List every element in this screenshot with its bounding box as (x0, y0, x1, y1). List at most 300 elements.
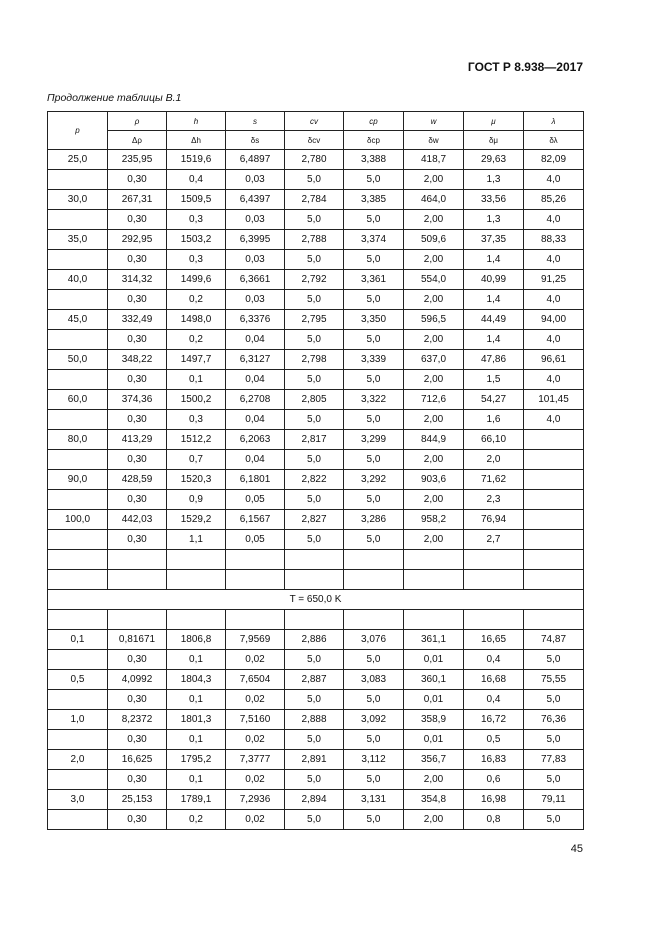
value-cell: 442,03 (108, 510, 167, 530)
uncertainty-cell: 5,0 (344, 290, 404, 310)
uncertainty-cell: 5,0 (344, 210, 404, 230)
value-cell: 16,72 (464, 710, 524, 730)
header-symbol: λ (524, 112, 584, 131)
value-cell: 361,1 (404, 630, 464, 650)
value-row (48, 790, 584, 810)
uncertainty-cell: 0,01 (404, 730, 464, 750)
uncertainty-cell: 1,1 (167, 530, 226, 550)
uncertainty-row (48, 690, 584, 710)
value-cell: 428,59 (108, 470, 167, 490)
pressure-cell: 60,0 (48, 390, 108, 410)
value-cell: 76,36 (524, 710, 584, 730)
empty-cell (48, 170, 108, 190)
uncertainty-cell: 1,5 (464, 370, 524, 390)
uncertainty-cell: 5,0 (344, 690, 404, 710)
uncertainty-cell: 0,1 (167, 690, 226, 710)
value-cell: 348,22 (108, 350, 167, 370)
value-cell: 1509,5 (167, 190, 226, 210)
header-p: p (48, 112, 108, 150)
uncertainty-cell: 0,30 (108, 770, 167, 790)
value-cell: 2,798 (285, 350, 344, 370)
empty-cell (524, 550, 584, 570)
uncertainty-row (48, 370, 584, 390)
value-cell: 267,31 (108, 190, 167, 210)
uncertainty-cell: 5,0 (285, 370, 344, 390)
header-row (48, 131, 584, 150)
empty-cell (285, 610, 344, 630)
uncertainty-cell: 1,3 (464, 210, 524, 230)
value-cell: 314,32 (108, 270, 167, 290)
uncertainty-row (48, 730, 584, 750)
value-cell: 6,3127 (226, 350, 285, 370)
value-cell: 75,55 (524, 670, 584, 690)
empty-cell (108, 550, 167, 570)
header-uncertainty: δs (226, 131, 285, 150)
value-cell: 85,26 (524, 190, 584, 210)
uncertainty-cell: 5,0 (524, 730, 584, 750)
value-cell: 7,9569 (226, 630, 285, 650)
uncertainty-cell: 5,0 (285, 210, 344, 230)
uncertainty-cell: 0,1 (167, 730, 226, 750)
value-cell: 16,98 (464, 790, 524, 810)
uncertainty-cell: 5,0 (344, 770, 404, 790)
value-cell: 3,299 (344, 430, 404, 450)
value-cell: 7,5160 (226, 710, 285, 730)
pressure-cell: 2,0 (48, 750, 108, 770)
value-cell: 2,894 (285, 790, 344, 810)
uncertainty-cell: 0,01 (404, 650, 464, 670)
value-cell: 6,2708 (226, 390, 285, 410)
uncertainty-cell: 2,00 (404, 490, 464, 510)
uncertainty-cell: 5,0 (344, 450, 404, 470)
uncertainty-cell: 1,4 (464, 290, 524, 310)
uncertainty-cell: 2,00 (404, 290, 464, 310)
pressure-cell: 35,0 (48, 230, 108, 250)
value-cell: 2,805 (285, 390, 344, 410)
value-cell: 1529,2 (167, 510, 226, 530)
uncertainty-cell: 0,04 (226, 330, 285, 350)
value-cell: 6,3376 (226, 310, 285, 330)
uncertainty-cell: 0,6 (464, 770, 524, 790)
value-cell: 16,625 (108, 750, 167, 770)
value-cell: 54,27 (464, 390, 524, 410)
empty-cell (48, 810, 108, 830)
uncertainty-cell: 5,0 (285, 690, 344, 710)
value-cell: 33,56 (464, 190, 524, 210)
uncertainty-cell: 0,2 (167, 810, 226, 830)
empty-cell (404, 570, 464, 590)
uncertainty-cell (524, 530, 584, 550)
uncertainty-cell: 5,0 (344, 410, 404, 430)
value-row (48, 710, 584, 730)
uncertainty-cell: 0,4 (167, 170, 226, 190)
value-cell: 96,61 (524, 350, 584, 370)
value-cell: 6,2063 (226, 430, 285, 450)
value-row (48, 230, 584, 250)
pressure-cell: 50,0 (48, 350, 108, 370)
header-symbol: cp (344, 112, 404, 131)
uncertainty-cell: 0,02 (226, 650, 285, 670)
uncertainty-cell: 2,3 (464, 490, 524, 510)
value-cell: 1795,2 (167, 750, 226, 770)
uncertainty-row (48, 650, 584, 670)
blank-row (48, 550, 584, 570)
value-cell (524, 510, 584, 530)
value-cell: 4,0992 (108, 670, 167, 690)
uncertainty-cell: 5,0 (344, 170, 404, 190)
uncertainty-cell: 0,30 (108, 450, 167, 470)
uncertainty-cell (524, 490, 584, 510)
uncertainty-cell: 2,00 (404, 210, 464, 230)
value-cell: 2,784 (285, 190, 344, 210)
value-cell: 16,65 (464, 630, 524, 650)
value-cell: 354,8 (404, 790, 464, 810)
value-row (48, 350, 584, 370)
uncertainty-cell: 5,0 (285, 290, 344, 310)
value-cell: 94,00 (524, 310, 584, 330)
uncertainty-cell: 0,05 (226, 490, 285, 510)
value-cell: 374,36 (108, 390, 167, 410)
value-cell: 596,5 (404, 310, 464, 330)
uncertainty-cell: 5,0 (344, 330, 404, 350)
header-symbol: cv (285, 112, 344, 131)
empty-cell (48, 530, 108, 550)
value-cell: 903,6 (404, 470, 464, 490)
uncertainty-row (48, 490, 584, 510)
uncertainty-cell: 0,30 (108, 730, 167, 750)
uncertainty-cell: 4,0 (524, 410, 584, 430)
empty-cell (285, 550, 344, 570)
header-uncertainty: δλ (524, 131, 584, 150)
value-row (48, 510, 584, 530)
value-cell: 637,0 (404, 350, 464, 370)
data-table (47, 111, 584, 830)
pressure-cell: 45,0 (48, 310, 108, 330)
header-symbol: w (404, 112, 464, 131)
uncertainty-cell: 4,0 (524, 330, 584, 350)
uncertainty-cell: 2,00 (404, 250, 464, 270)
value-cell: 3,385 (344, 190, 404, 210)
value-cell: 2,887 (285, 670, 344, 690)
value-cell: 6,4397 (226, 190, 285, 210)
empty-cell (48, 370, 108, 390)
uncertainty-cell: 4,0 (524, 210, 584, 230)
value-cell: 2,827 (285, 510, 344, 530)
uncertainty-cell: 0,30 (108, 690, 167, 710)
value-cell: 8,2372 (108, 710, 167, 730)
uncertainty-row (48, 410, 584, 430)
uncertainty-cell: 0,02 (226, 770, 285, 790)
uncertainty-cell: 4,0 (524, 250, 584, 270)
value-cell: 29,63 (464, 150, 524, 170)
empty-cell (404, 610, 464, 630)
empty-cell (48, 550, 108, 570)
blank-row (48, 610, 584, 630)
uncertainty-cell: 5,0 (285, 730, 344, 750)
value-cell: 360,1 (404, 670, 464, 690)
header-symbol: ρ (108, 112, 167, 131)
value-cell: 3,112 (344, 750, 404, 770)
value-cell: 1801,3 (167, 710, 226, 730)
header-row (48, 112, 584, 131)
empty-cell (48, 450, 108, 470)
value-cell: 418,7 (404, 150, 464, 170)
uncertainty-cell: 0,8 (464, 810, 524, 830)
value-cell: 3,076 (344, 630, 404, 650)
empty-cell (344, 550, 404, 570)
uncertainty-cell: 0,1 (167, 370, 226, 390)
value-cell: 1789,1 (167, 790, 226, 810)
section-row (48, 590, 584, 610)
value-cell: 1806,8 (167, 630, 226, 650)
page-number: 45 (570, 843, 583, 855)
value-cell: 1497,7 (167, 350, 226, 370)
pressure-cell: 3,0 (48, 790, 108, 810)
value-row (48, 390, 584, 410)
empty-cell (344, 570, 404, 590)
pressure-cell: 80,0 (48, 430, 108, 450)
empty-cell (48, 330, 108, 350)
pressure-cell: 90,0 (48, 470, 108, 490)
uncertainty-cell: 1,3 (464, 170, 524, 190)
uncertainty-cell: 0,4 (464, 690, 524, 710)
uncertainty-cell: 0,30 (108, 530, 167, 550)
value-cell: 2,891 (285, 750, 344, 770)
uncertainty-cell: 5,0 (285, 410, 344, 430)
uncertainty-cell: 5,0 (285, 330, 344, 350)
value-row (48, 630, 584, 650)
uncertainty-cell: 5,0 (344, 810, 404, 830)
value-cell: 82,09 (524, 150, 584, 170)
uncertainty-cell: 2,00 (404, 450, 464, 470)
pressure-cell: 30,0 (48, 190, 108, 210)
uncertainty-cell: 5,0 (285, 450, 344, 470)
uncertainty-cell: 0,02 (226, 690, 285, 710)
uncertainty-cell: 2,00 (404, 410, 464, 430)
uncertainty-cell: 0,30 (108, 330, 167, 350)
uncertainty-cell: 0,01 (404, 690, 464, 710)
value-cell: 47,86 (464, 350, 524, 370)
value-cell: 3,350 (344, 310, 404, 330)
value-cell: 6,3995 (226, 230, 285, 250)
uncertainty-cell: 5,0 (344, 530, 404, 550)
empty-cell (48, 770, 108, 790)
value-cell: 3,083 (344, 670, 404, 690)
pressure-cell: 25,0 (48, 150, 108, 170)
uncertainty-cell: 0,7 (167, 450, 226, 470)
uncertainty-cell: 0,04 (226, 450, 285, 470)
uncertainty-cell: 0,30 (108, 170, 167, 190)
header-symbol: μ (464, 112, 524, 131)
value-cell: 358,9 (404, 710, 464, 730)
value-cell: 2,817 (285, 430, 344, 450)
empty-cell (48, 490, 108, 510)
value-cell: 2,780 (285, 150, 344, 170)
uncertainty-cell: 0,03 (226, 290, 285, 310)
uncertainty-cell: 2,00 (404, 530, 464, 550)
uncertainty-row (48, 210, 584, 230)
uncertainty-cell: 4,0 (524, 170, 584, 190)
uncertainty-cell: 0,1 (167, 770, 226, 790)
uncertainty-cell: 5,0 (285, 810, 344, 830)
empty-cell (167, 610, 226, 630)
uncertainty-cell: 0,4 (464, 650, 524, 670)
header-uncertainty: Δρ (108, 131, 167, 150)
value-cell: 332,49 (108, 310, 167, 330)
value-cell: 464,0 (404, 190, 464, 210)
value-cell: 16,83 (464, 750, 524, 770)
uncertainty-cell: 2,0 (464, 450, 524, 470)
value-cell: 3,292 (344, 470, 404, 490)
uncertainty-cell: 4,0 (524, 290, 584, 310)
document-header: ГОСТ Р 8.938—2017 (467, 60, 583, 74)
uncertainty-cell: 0,30 (108, 650, 167, 670)
uncertainty-cell: 5,0 (285, 490, 344, 510)
value-cell: 356,7 (404, 750, 464, 770)
empty-cell (167, 550, 226, 570)
value-cell (524, 470, 584, 490)
value-cell: 292,95 (108, 230, 167, 250)
value-cell: 7,2936 (226, 790, 285, 810)
uncertainty-cell: 0,5 (464, 730, 524, 750)
empty-cell (226, 610, 285, 630)
uncertainty-cell: 1,6 (464, 410, 524, 430)
uncertainty-row (48, 450, 584, 470)
value-cell: 0,81671 (108, 630, 167, 650)
uncertainty-cell: 5,0 (344, 650, 404, 670)
value-cell: 66,10 (464, 430, 524, 450)
empty-cell (48, 730, 108, 750)
value-cell: 3,092 (344, 710, 404, 730)
uncertainty-cell: 2,00 (404, 810, 464, 830)
uncertainty-cell: 0,30 (108, 490, 167, 510)
uncertainty-cell: 0,03 (226, 250, 285, 270)
value-row (48, 190, 584, 210)
value-cell: 74,87 (524, 630, 584, 650)
value-row (48, 430, 584, 450)
pressure-cell: 40,0 (48, 270, 108, 290)
uncertainty-cell: 5,0 (344, 250, 404, 270)
value-cell: 413,29 (108, 430, 167, 450)
empty-cell (226, 570, 285, 590)
uncertainty-cell: 0,02 (226, 730, 285, 750)
value-cell: 25,153 (108, 790, 167, 810)
uncertainty-cell: 5,0 (524, 770, 584, 790)
uncertainty-cell: 5,0 (524, 690, 584, 710)
value-cell: 3,388 (344, 150, 404, 170)
uncertainty-cell: 0,3 (167, 250, 226, 270)
value-cell: 6,1567 (226, 510, 285, 530)
uncertainty-cell: 0,04 (226, 410, 285, 430)
uncertainty-cell: 0,30 (108, 210, 167, 230)
uncertainty-cell: 5,0 (344, 730, 404, 750)
pressure-cell: 1,0 (48, 710, 108, 730)
uncertainty-cell: 5,0 (285, 250, 344, 270)
header-uncertainty: Δh (167, 131, 226, 150)
uncertainty-row (48, 250, 584, 270)
uncertainty-cell: 1,4 (464, 330, 524, 350)
value-cell: 6,3661 (226, 270, 285, 290)
empty-cell (464, 570, 524, 590)
value-row (48, 470, 584, 490)
uncertainty-row (48, 810, 584, 830)
empty-cell (48, 250, 108, 270)
header-symbol: h (167, 112, 226, 131)
value-cell: 79,11 (524, 790, 584, 810)
uncertainty-cell: 0,02 (226, 810, 285, 830)
uncertainty-cell (524, 450, 584, 470)
empty-cell (226, 550, 285, 570)
value-cell: 2,795 (285, 310, 344, 330)
value-cell: 101,45 (524, 390, 584, 410)
uncertainty-cell: 0,04 (226, 370, 285, 390)
value-cell: 1499,6 (167, 270, 226, 290)
uncertainty-cell: 4,0 (524, 370, 584, 390)
empty-cell (464, 550, 524, 570)
value-cell: 3,361 (344, 270, 404, 290)
value-cell: 2,792 (285, 270, 344, 290)
header-symbol: s (226, 112, 285, 131)
uncertainty-cell: 0,1 (167, 650, 226, 670)
value-row (48, 310, 584, 330)
value-cell: 40,99 (464, 270, 524, 290)
value-cell: 844,9 (404, 430, 464, 450)
uncertainty-cell: 5,0 (524, 650, 584, 670)
value-cell: 2,788 (285, 230, 344, 250)
value-cell: 3,286 (344, 510, 404, 530)
empty-cell (344, 610, 404, 630)
empty-cell (48, 210, 108, 230)
empty-cell (167, 570, 226, 590)
empty-cell (524, 570, 584, 590)
uncertainty-cell: 5,0 (524, 810, 584, 830)
uncertainty-cell: 0,3 (167, 410, 226, 430)
value-cell: 554,0 (404, 270, 464, 290)
value-cell: 6,4897 (226, 150, 285, 170)
value-cell: 2,822 (285, 470, 344, 490)
uncertainty-cell: 0,2 (167, 330, 226, 350)
value-cell: 3,339 (344, 350, 404, 370)
value-cell: 37,35 (464, 230, 524, 250)
uncertainty-cell: 1,4 (464, 250, 524, 270)
uncertainty-cell: 2,00 (404, 170, 464, 190)
uncertainty-row (48, 330, 584, 350)
header-uncertainty: δcp (344, 131, 404, 150)
value-cell: 1512,2 (167, 430, 226, 450)
empty-cell (48, 610, 108, 630)
uncertainty-cell: 2,00 (404, 770, 464, 790)
value-cell: 1500,2 (167, 390, 226, 410)
empty-cell (108, 610, 167, 630)
uncertainty-cell: 0,2 (167, 290, 226, 310)
uncertainty-row (48, 770, 584, 790)
uncertainty-cell: 5,0 (285, 530, 344, 550)
value-cell: 7,6504 (226, 670, 285, 690)
empty-cell (108, 570, 167, 590)
empty-cell (285, 570, 344, 590)
value-cell: 6,1801 (226, 470, 285, 490)
pressure-cell: 0,1 (48, 630, 108, 650)
value-cell: 3,322 (344, 390, 404, 410)
value-cell: 77,83 (524, 750, 584, 770)
value-cell: 3,374 (344, 230, 404, 250)
pressure-cell: 100,0 (48, 510, 108, 530)
uncertainty-cell: 5,0 (344, 370, 404, 390)
value-cell: 1519,6 (167, 150, 226, 170)
value-cell: 712,6 (404, 390, 464, 410)
value-cell: 1520,3 (167, 470, 226, 490)
uncertainty-cell: 0,30 (108, 410, 167, 430)
